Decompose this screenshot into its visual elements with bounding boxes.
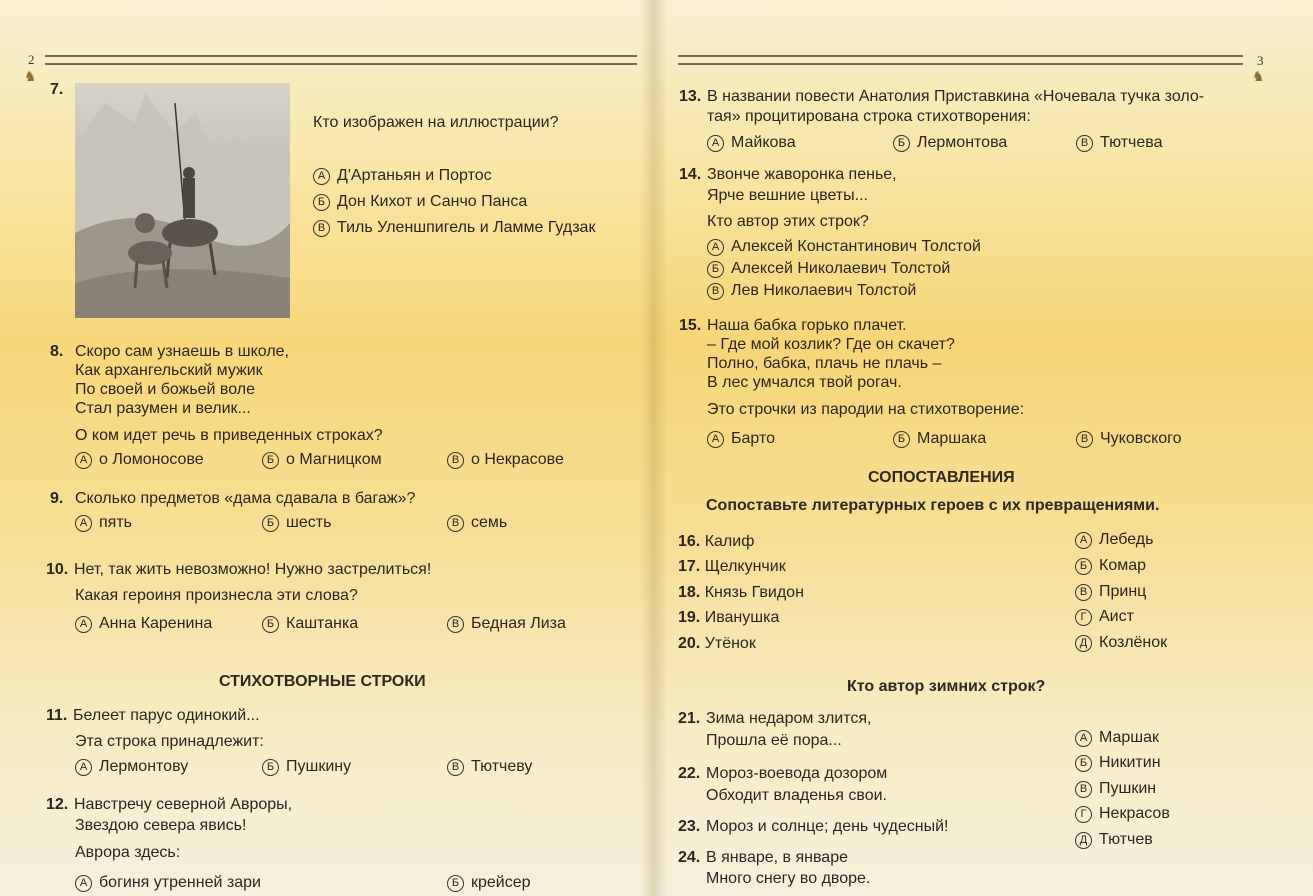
match-right-option[interactable] <box>1075 530 1153 550</box>
option-letter: Б <box>707 261 724 278</box>
poem-line: – Где мой козлик? Где он скачет? <box>707 336 955 353</box>
question-number: 10. <box>46 561 69 578</box>
option-text: Некрасов <box>1099 805 1170 822</box>
author-option[interactable] <box>1075 728 1159 748</box>
option-text: Д'Артаньян и Портос <box>337 167 492 184</box>
question-number: 13. <box>679 88 702 105</box>
option-text: Лев Николаевич Толстой <box>731 282 917 299</box>
author-option[interactable] <box>1075 779 1156 799</box>
option-text: Пушкину <box>286 758 352 775</box>
option-text: Тютчев <box>1099 831 1153 848</box>
answer-option-b[interactable] <box>262 450 382 470</box>
left-page-number: 2 <box>28 52 35 67</box>
horse-emblem-icon: ♞ <box>1252 68 1265 84</box>
option-text: Барто <box>731 430 775 447</box>
option-letter: В <box>1076 135 1093 152</box>
option-text: Лермонтова <box>917 134 1008 151</box>
section-heading: СТИХОТВОРНЫЕ СТРОКИ <box>219 673 426 690</box>
question-number: 11. <box>46 707 68 724</box>
right-page-number: 3 <box>1257 53 1264 68</box>
question-number: 9. <box>50 490 64 507</box>
option-text: Никитин <box>1099 754 1161 771</box>
answer-option-a[interactable] <box>707 237 981 257</box>
option-letter: Б <box>1075 558 1092 575</box>
answer-option-c[interactable] <box>1076 133 1163 153</box>
answer-option-b[interactable] <box>447 873 531 893</box>
question-number: 24. <box>678 849 701 866</box>
option-letter: В <box>447 616 464 633</box>
section-heading: Кто автор зимних строк? <box>847 678 1046 695</box>
option-text: Тютчеву <box>471 758 533 775</box>
match-left-item: 16. Калиф <box>678 533 755 550</box>
quote-text: Нет, так жить невозможно! Нужно застрелиться! <box>74 561 432 578</box>
left-header-rule <box>45 55 637 65</box>
answer-option-a[interactable] <box>75 614 212 634</box>
option-text: Дон Кихот и Санчо Панса <box>337 193 528 210</box>
answer-option-c[interactable] <box>1076 429 1182 449</box>
option-text: шесть <box>286 514 332 531</box>
option-text: Майкова <box>731 134 796 151</box>
option-text: Лермонтову <box>99 758 189 775</box>
question-number: 15. <box>679 317 702 334</box>
option-text: пять <box>99 514 132 531</box>
option-letter: А <box>75 515 92 532</box>
poem-line: Навстречу северной Авроры, <box>74 796 293 813</box>
option-letter: Д <box>1075 832 1092 849</box>
option-text: Маршака <box>917 430 987 447</box>
poem-line: В январе, в январе <box>706 849 848 866</box>
option-letter: Б <box>1075 755 1092 772</box>
answer-option-b[interactable] <box>893 133 1007 153</box>
option-text: Тютчева <box>1100 134 1163 151</box>
option-text: Чуковского <box>1100 430 1182 447</box>
answer-option-a[interactable] <box>707 133 796 153</box>
poem-line: Как архангельский мужик <box>75 362 263 379</box>
author-option[interactable] <box>1075 753 1161 773</box>
author-option[interactable] <box>1075 804 1170 824</box>
question-text: Кто изображен на иллюстрации? <box>313 114 559 131</box>
option-text: Бедная Лиза <box>471 615 566 632</box>
option-text: о Ломоносове <box>99 451 204 468</box>
option-text: Алексей Константинович Толстой <box>731 238 981 255</box>
option-letter: В <box>313 220 330 237</box>
option-letter: Б <box>313 194 330 211</box>
option-text: Козлёнок <box>1099 634 1168 651</box>
question-text: Кто автор этих строк? <box>707 213 869 230</box>
option-text: о Магницком <box>286 451 382 468</box>
poem-line: По своей и божьей воле <box>75 381 256 398</box>
option-text: Анна Каренина <box>99 615 213 632</box>
section-heading: СОПОСТАВЛЕНИЯ <box>868 469 1015 486</box>
option-letter: В <box>447 759 464 776</box>
poem-line: Скоро сам узнаешь в школе, <box>75 343 289 360</box>
option-text: семь <box>471 514 508 531</box>
question-text: В названии повести Анатолия Приставкина «Ночевала тучка золо- <box>707 88 1205 105</box>
match-left-item: 17. Щелкунчик <box>678 558 786 575</box>
question-number: 8. <box>50 343 64 360</box>
option-letter: Б <box>893 135 910 152</box>
option-letter: В <box>707 283 724 300</box>
question-number: 21. <box>678 710 701 727</box>
poem-line: Наша бабка горько плачет. <box>707 317 907 334</box>
option-letter: А <box>313 168 330 185</box>
question-number: 12. <box>46 796 69 813</box>
option-letter: А <box>75 452 92 469</box>
option-text: Алексей Николаевич Толстой <box>731 260 951 277</box>
right-header-rule <box>678 55 1243 65</box>
option-text: Аист <box>1099 608 1134 625</box>
answer-option-a[interactable] <box>75 450 204 470</box>
option-text: Принц <box>1099 583 1147 600</box>
option-letter: В <box>1075 781 1092 798</box>
match-right-option[interactable] <box>1075 607 1134 627</box>
match-right-option[interactable] <box>1075 556 1146 576</box>
answer-option-a[interactable] <box>313 166 492 186</box>
option-text: Лебедь <box>1099 531 1154 548</box>
option-letter: Б <box>447 875 464 892</box>
answer-option-c[interactable] <box>707 281 916 301</box>
poem-line: Зима недаром злится, <box>706 710 872 727</box>
answer-option-b[interactable] <box>313 192 527 212</box>
answer-option-c[interactable] <box>313 218 595 238</box>
poem-line: Мороз и солнце; день чудесный! <box>706 818 949 835</box>
poem-line: Ярче вешние цветы... <box>707 187 868 204</box>
option-letter: А <box>707 239 724 256</box>
answer-option-a[interactable] <box>75 873 261 893</box>
option-letter: А <box>75 759 92 776</box>
answer-option-a[interactable] <box>75 757 188 777</box>
answer-option-b[interactable] <box>707 259 950 279</box>
question-number: 7. <box>50 81 64 98</box>
poem-line: Стал разумен и велик... <box>75 400 251 417</box>
poem-line: Звездою севера явись! <box>75 817 247 834</box>
poem-line: Обходит владенья свои. <box>706 787 887 804</box>
option-text: крейсер <box>471 874 531 891</box>
option-letter: В <box>1076 431 1093 448</box>
question-text: Эта строка принадлежит: <box>75 733 264 750</box>
answer-option-c[interactable] <box>447 757 532 777</box>
option-letter: Г <box>1075 806 1092 823</box>
question-text: Какая героиня произнесла эти слова? <box>75 587 358 604</box>
option-letter: Б <box>262 616 279 633</box>
option-letter: А <box>1075 532 1092 549</box>
option-letter: Б <box>262 452 279 469</box>
question-text: Сколько предметов «дама сдавала в багаж»? <box>75 490 416 507</box>
answer-option-b[interactable] <box>893 429 986 449</box>
match-right-option[interactable] <box>1075 633 1167 653</box>
option-letter: В <box>1075 584 1092 601</box>
option-letter: В <box>447 515 464 532</box>
book-gutter <box>640 0 668 896</box>
option-text: Пушкин <box>1099 780 1157 797</box>
poem-line: Прошла её пора... <box>706 732 842 749</box>
option-letter: А <box>75 875 92 892</box>
answer-option-c[interactable] <box>447 614 566 634</box>
question-text: Аврора здесь: <box>75 844 181 861</box>
question-text: Это строчки из пародии на стихотворение: <box>707 401 1025 418</box>
match-left-item: 20. Утёнок <box>678 635 756 652</box>
author-option[interactable] <box>1075 830 1153 850</box>
poem-line: В лес умчался твой рогач. <box>707 374 902 391</box>
answer-option-b[interactable] <box>262 614 358 634</box>
option-text: богиня утренней зари <box>99 874 261 891</box>
option-letter: В <box>447 452 464 469</box>
option-letter: Б <box>262 759 279 776</box>
option-letter: Г <box>1075 609 1092 626</box>
answer-option-c[interactable] <box>447 450 564 470</box>
option-letter: Д <box>1075 635 1092 652</box>
option-letter: А <box>1075 730 1092 747</box>
question-number: 14. <box>679 166 702 183</box>
match-left-item: 19. Иванушка <box>678 609 780 626</box>
quote-text: Белеет парус одинокий... <box>73 707 260 724</box>
answer-option-b[interactable] <box>262 757 351 777</box>
match-instruction: Сопоставьте литературных героев с их превращениями. <box>706 497 1160 514</box>
answer-option-c[interactable] <box>447 513 507 533</box>
option-letter: А <box>707 431 724 448</box>
poem-line: Мороз-воевода дозором <box>706 765 888 782</box>
option-letter: А <box>707 135 724 152</box>
option-text: Тиль Уленшпигель и Ламме Гудзак <box>337 219 596 236</box>
question-number: 22. <box>678 765 701 782</box>
question-number: 23. <box>678 818 701 835</box>
question-text: О ком идет речь в приведенных строках? <box>75 427 383 444</box>
answer-option-a[interactable] <box>707 429 775 449</box>
question-text: тая» процитирована строка стихотворения: <box>707 108 1031 125</box>
match-right-option[interactable] <box>1075 582 1146 602</box>
option-letter: Б <box>893 431 910 448</box>
poem-line: Полно, бабка, плачь не плачь – <box>707 355 942 372</box>
match-left-item: 18. Князь Гвидон <box>678 584 804 601</box>
answer-option-a[interactable] <box>75 513 132 533</box>
option-text: Комар <box>1099 557 1147 574</box>
option-letter: А <box>75 616 92 633</box>
poem-line: Много снегу во дворе. <box>706 870 871 887</box>
don-quixote-illustration <box>75 83 290 318</box>
horse-emblem-icon: ♞ <box>24 68 37 84</box>
option-text: о Некрасове <box>471 451 564 468</box>
option-letter: Б <box>262 515 279 532</box>
poem-line: Звонче жаворонка пенье, <box>707 166 897 183</box>
option-text: Маршак <box>1099 729 1160 746</box>
answer-option-b[interactable] <box>262 513 331 533</box>
option-text: Каштанка <box>286 615 359 632</box>
